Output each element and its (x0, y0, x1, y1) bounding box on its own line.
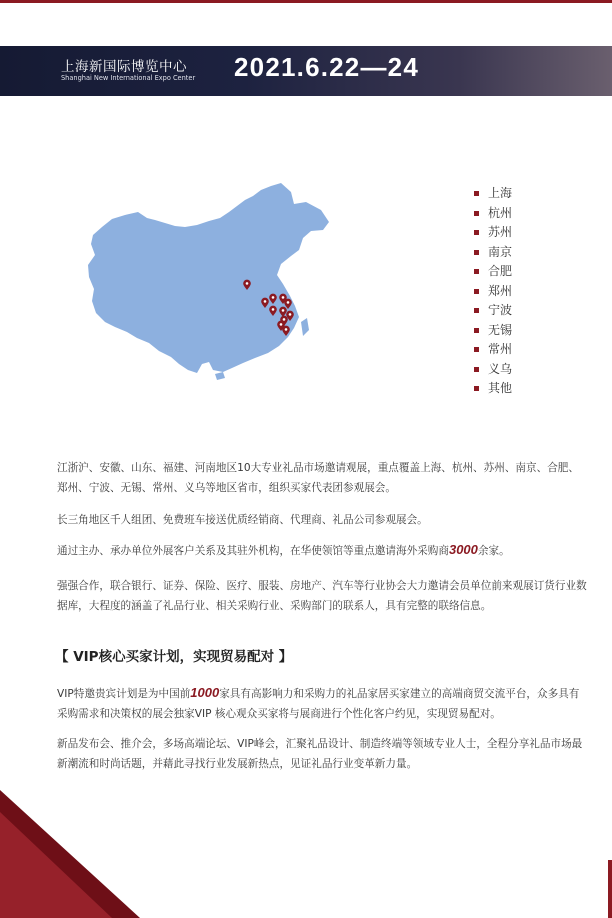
map-pin-dot (282, 309, 285, 312)
event-dates: 2021.6.22—24 (234, 52, 419, 82)
map-pin-dot (280, 323, 283, 326)
header-banner (0, 46, 612, 96)
paragraph-association-partners: 强强合作，联合银行、证券、保险、医疗、服装、房地产、汽车等行业协会大力邀请会员单位前来观展订货行业数据库，大程度的涵盖了礼品行业、相关采购行业、采购部门的联系人，具有完整的联络信息。 (57, 580, 587, 612)
bullet-square-icon (474, 347, 479, 352)
paragraph-overseas-buyers: 通过主办、承办单位外展客户关系及其驻外机构，在华使领馆等重点邀请海外采购商3000余家。 (57, 542, 510, 557)
map-pin-dot (289, 313, 292, 316)
city-item: 义乌 (474, 360, 512, 380)
map-pin-dot (282, 296, 285, 299)
map-pin-dot (272, 296, 275, 299)
top-accent-rule (0, 0, 612, 3)
vip-buyer-count: 1000 (190, 685, 220, 700)
venue-name-cn: 上海新国际博览中心 (61, 59, 187, 75)
city-item: 苏州 (474, 223, 512, 243)
map-pin-dot (264, 300, 267, 303)
city-item: 杭州 (474, 204, 512, 224)
venue-name-en: Shanghai New International Expo Center (61, 74, 196, 82)
corner-decoration (0, 790, 140, 918)
bullet-square-icon (474, 328, 479, 333)
bullet-square-icon (474, 211, 479, 216)
city-item: 无锡 (474, 321, 512, 341)
right-accent-strip (608, 860, 612, 918)
bullet-square-icon (474, 289, 479, 294)
map-pin-dot (285, 328, 288, 331)
paragraph-delta-groups: 长三角地区千人组团、免费班车接送优质经销商、代理商、礼品公司参观展会。 (57, 514, 428, 526)
hainan-island (215, 372, 225, 380)
city-item: 南京 (474, 243, 512, 263)
city-item: 郑州 (474, 282, 512, 302)
city-item: 其他 (474, 379, 512, 399)
city-item: 常州 (474, 340, 512, 360)
bullet-square-icon (474, 308, 479, 313)
china-map (85, 180, 335, 380)
city-item: 上海 (474, 184, 512, 204)
paragraph-regional-markets: 江浙沪、安徽、山东、福建、河南地区10大专业礼品市场邀请观展，重点覆盖上海、杭州、苏州、南京、合肥、郑州、宁波、无锡、常州、义乌等地区省市，组织买家代表团参观展会。 (57, 462, 579, 494)
bullet-square-icon (474, 191, 479, 196)
section-heading-vip: 【 VIP核心买家计划，实现贸易配对 】 (55, 649, 293, 665)
city-item: 宁波 (474, 301, 512, 321)
map-pin-dot (287, 301, 290, 304)
city-list (474, 184, 512, 399)
bullet-square-icon (474, 250, 479, 255)
china-map-shape (88, 183, 329, 373)
bullet-square-icon (474, 230, 479, 235)
map-pin-dot (272, 308, 275, 311)
paragraph-vip-program: VIP特邀贵宾计划是为中国前1000家具有高影响力和采购力的礼品家居买家建立的高端商贸交流平台，众多具有采购需求和决策权的展会独家VIP 核心观众买家将与展商进行个性化客户约见，实现贸易配对。 (57, 685, 580, 720)
map-pin-dot (283, 318, 286, 321)
overseas-buyer-count: 3000 (448, 542, 478, 557)
bullet-square-icon (474, 269, 479, 274)
taiwan-island (301, 318, 309, 336)
paragraph-events-forums: 新品发布会、推介会，多场高端论坛、VIP峰会，汇聚礼品设计、制造终端等领域专业人士，全程分享礼品市场最新潮流和时尚话题，并藉此寻找行业发展新热点，见证礼品行业变革新力量。 (57, 738, 583, 770)
map-pin-dot (246, 282, 249, 285)
city-item: 合肥 (474, 262, 512, 282)
bullet-square-icon (474, 386, 479, 391)
bullet-square-icon (474, 367, 479, 372)
